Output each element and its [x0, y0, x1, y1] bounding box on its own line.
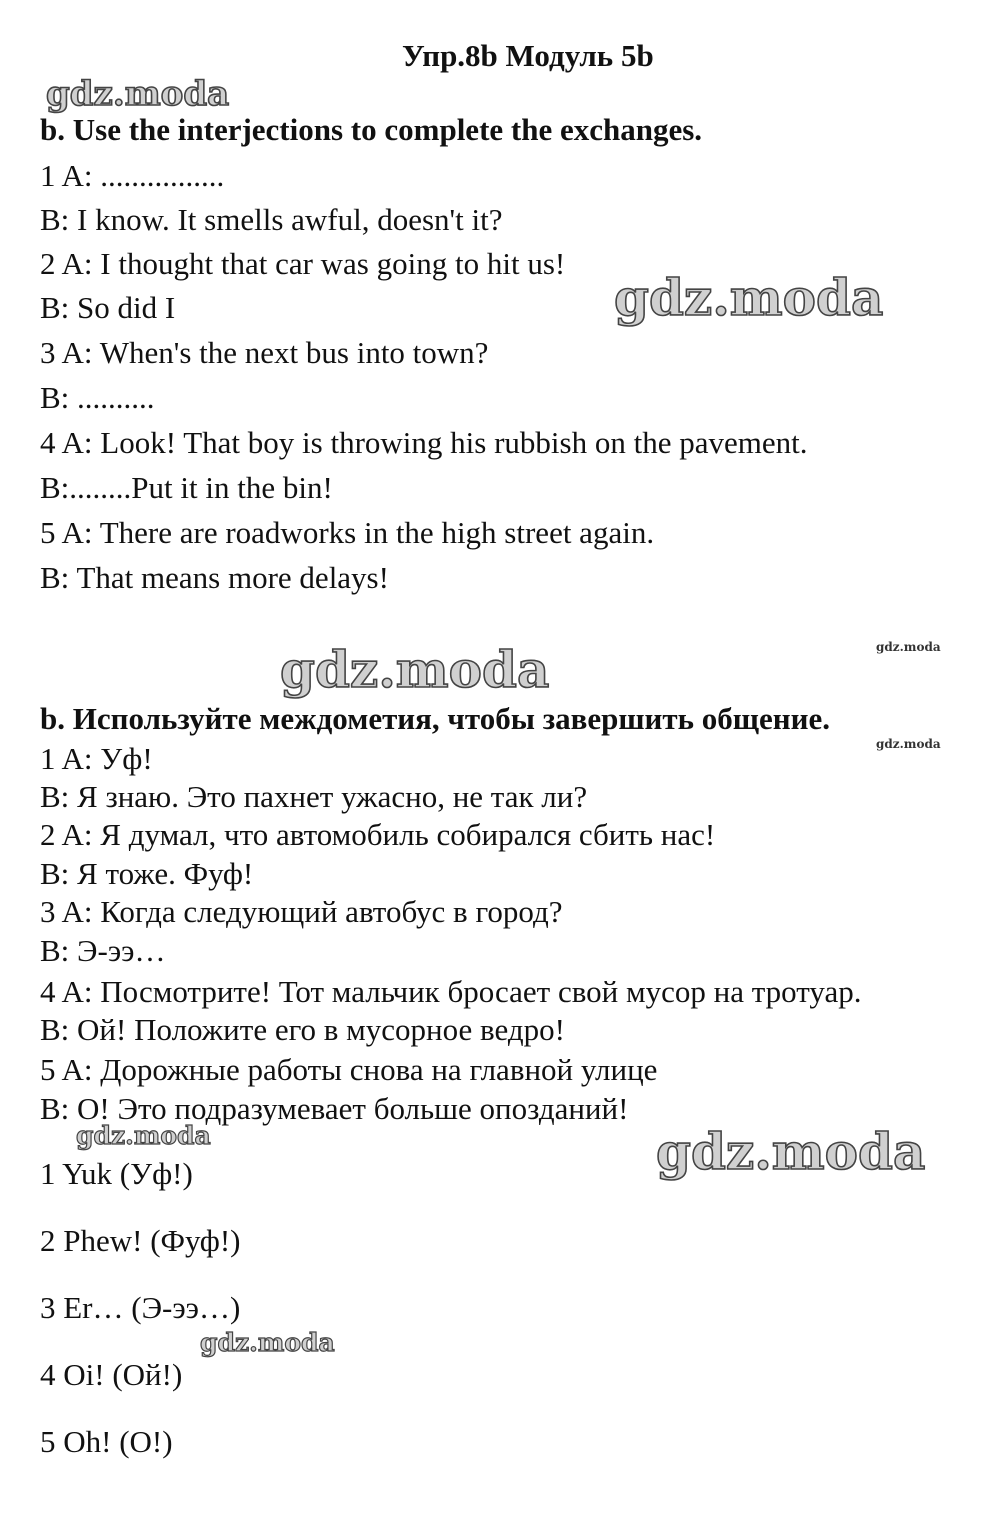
watermark: gdz.moda: [200, 1328, 335, 1357]
english-line: B: I know. It smells awful, doesn't it?: [40, 202, 503, 237]
answer-item: 4 Oi! (Ой!): [40, 1357, 183, 1392]
answer-item: 2 Phew! (Фуф!): [40, 1223, 241, 1258]
answer-item: 3 Er… (Э-ээ…): [40, 1290, 241, 1325]
watermark: gdz.moda: [876, 737, 941, 751]
russian-line: B: Ой! Положите его в мусорное ведро!: [40, 1012, 565, 1047]
russian-line: 2 A: Я думал, что автомобиль собирался сбить нас!: [40, 817, 716, 852]
watermark: gdz.moda: [46, 74, 230, 114]
watermark: gdz.moda: [614, 268, 884, 327]
russian-heading: b. Используйте междометия, чтобы завершить общение.: [40, 701, 830, 736]
english-line: B: That means more delays!: [40, 560, 389, 595]
english-line: 4 A: Look! That boy is throwing his rubbish on the pavement.: [40, 425, 808, 460]
russian-line: 5 A: Дорожные работы снова на главной улице: [40, 1052, 658, 1087]
russian-line: B: Э-ээ…: [40, 933, 166, 968]
watermark: gdz.moda: [876, 640, 941, 654]
english-line: 5 A: There are roadworks in the high street again.: [40, 515, 655, 550]
watermark: gdz.moda: [76, 1121, 211, 1150]
page-title: Упр.8b Модуль 5b: [402, 38, 654, 73]
english-line: B:........Put it in the bin!: [40, 470, 333, 505]
russian-line: B: О! Это подразумевает больше опозданий!: [40, 1091, 629, 1126]
english-line: B: So did I: [40, 290, 176, 325]
english-line: 3 A: When's the next bus into town?: [40, 335, 489, 370]
english-heading: b. Use the interjections to complete the exchanges.: [40, 112, 703, 147]
answer-item: 1 Yuk (Уф!): [40, 1156, 193, 1191]
english-line: B: ..........: [40, 380, 155, 415]
watermark: gdz.moda: [656, 1122, 926, 1181]
russian-line: 1 A: Уф!: [40, 741, 153, 776]
english-line: 2 A: I thought that car was going to hit us!: [40, 246, 566, 281]
watermark: gdz.moda: [280, 640, 550, 699]
russian-line: 4 A: Посмотрите! Тот мальчик бросает свой мусор на тротуар.: [40, 974, 862, 1009]
russian-line: B: Я знаю. Это пахнет ужасно, не так ли?: [40, 779, 588, 814]
russian-line: 3 A: Когда следующий автобус в город?: [40, 894, 563, 929]
russian-line: B: Я тоже. Фуф!: [40, 856, 254, 891]
english-line: 1 A: ................: [40, 158, 225, 193]
answer-item: 5 Oh! (O!): [40, 1424, 173, 1459]
